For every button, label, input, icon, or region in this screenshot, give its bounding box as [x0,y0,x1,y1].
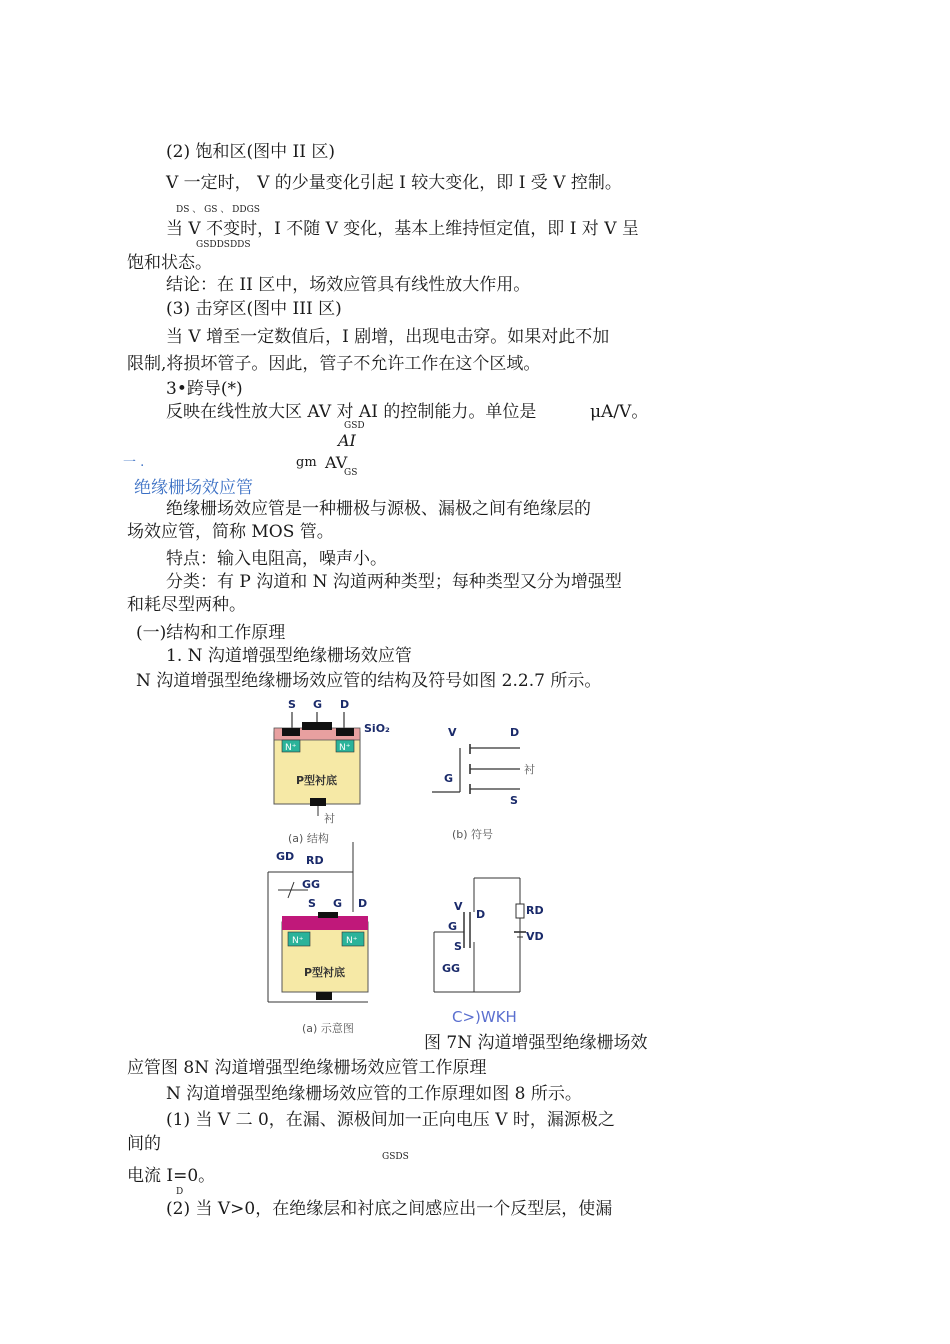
label-d: D [340,698,350,711]
svg-text:S: S [308,897,316,910]
svg-text:RD: RD [526,904,544,917]
svg-text:GG: GG [302,878,321,891]
svg-text:V: V [448,726,457,739]
svg-text:N⁺: N⁺ [346,936,358,946]
label-sio2: SiO₂ [364,722,390,735]
text-line: 1. N 沟道增强型绝缘栅场效应管 [166,646,412,666]
text-line: 当 V 不变时，I 不随 V 变化，基本上维持恒定值，即 I 对 V 呈 [166,219,639,239]
caption-a: (a) 结构 [288,832,329,845]
label-s: S [288,698,296,711]
formula-gm: gm [296,455,317,470]
svg-text:G: G [444,772,454,785]
svg-text:S: S [454,940,462,953]
text-line: N 沟道增强型绝缘栅场效应管的工作原理如图 8 所示。 [166,1084,582,1104]
text-line: 电流 I=0。 [127,1166,216,1186]
svg-text:V: V [454,900,463,913]
text-line: 饱和状态。 [127,253,212,273]
text-line: (3) 击穿区(图中 III 区) [166,299,342,319]
svg-text:VD: VD [526,930,544,943]
svg-text:N⁺: N⁺ [292,936,304,946]
mos-structure-figure [258,692,558,1042]
formula-numerator: AI [338,431,356,450]
text-line: 限制,将损坏管子。因此，管子不允许工作在这个区域。 [127,354,541,374]
figure-ocr-text: C>)WKH [452,1008,517,1026]
svg-text:G: G [448,920,458,933]
text-line: 应管图 8N 沟道增强型绝缘栅场效应管工作原理 [127,1058,487,1078]
text-line: (一)结构和工作原理 [136,623,286,643]
oxide-layer-c [282,916,368,930]
svg-text:P型衬底: P型衬底 [304,966,346,979]
svg-text:RD: RD [306,854,324,867]
text-line: 结论：在 II 区中，场效应管具有线性放大作用。 [166,275,531,295]
subscript-line: GSDDSDDS [196,240,251,250]
svg-text:G: G [333,897,343,910]
svg-text:衬: 衬 [524,763,535,776]
text-line: (1) 当 V 二 0，在漏、源极间加一正向电压 V 时，漏源极之 [166,1110,615,1130]
label-g: G [313,698,323,711]
gate-metal [302,722,332,730]
svg-text:D: D [510,726,520,739]
text-line: 特点：输入电阻高，噪声小。 [166,549,387,569]
subscript-line: GS [344,468,358,478]
svg-text:D: D [358,897,368,910]
svg-text:衬: 衬 [324,812,335,825]
unit-text: μA/V。 [590,402,649,422]
svg-text:D: D [476,908,486,921]
caption-c: (a) 示意图 [302,1022,354,1035]
subscript-line: DS 、 GS 、 DDGS [176,205,260,215]
svg-text:S: S [510,794,518,807]
subscript-line: D [176,1187,184,1197]
text-line: 间的 [127,1134,161,1154]
formula-denominator: AV [325,453,348,472]
text-line: 分类：有 P 沟道和 N 沟道两种类型；每种类型又分为增强型 [166,572,622,592]
subscript-line: GSD [344,421,365,431]
section-heading: 绝缘栅场效应管 [134,478,253,498]
svg-text:GD: GD [276,850,295,863]
text-line: 和耗尽型两种。 [127,595,246,615]
text-line: (2) 当 V>0，在绝缘层和衬底之间感应出一个反型层，使漏 [166,1199,613,1219]
svg-text:GG: GG [442,962,461,975]
text-line: (2) 饱和区(图中 II 区) [166,142,335,162]
text-line: 当 V 增至一定数值后，I 剧增，出现电击穿。如果对此不加 [166,327,610,347]
svg-text:N⁺: N⁺ [285,743,297,753]
label-p-substrate: P型衬底 [296,774,338,787]
text-line: 3•跨导(*) [166,379,243,399]
caption-b: (b) 符号 [452,828,494,841]
formula-dash: 一 . [123,455,145,470]
figure-caption: 图 7N 沟道增强型绝缘栅场效 [424,1033,648,1053]
text-line: N 沟道增强型绝缘栅场效应管的结构及符号如图 2.2.7 所示。 [136,671,602,691]
subscript-line: GSDS [382,1152,409,1162]
text-line: V 一定时， V 的少量变化引起 I 较大变化，即 I 受 V 控制。 [166,173,622,193]
svg-text:N⁺: N⁺ [339,743,351,753]
text-line: 反映在线性放大区 AV 对 AI 的控制能力。单位是 [166,402,537,422]
text-line: 场效应管，简称 MOS 管。 [127,522,334,542]
text-line: 绝缘栅场效应管是一种栅极与源极、漏极之间有绝缘层的 [166,499,591,519]
